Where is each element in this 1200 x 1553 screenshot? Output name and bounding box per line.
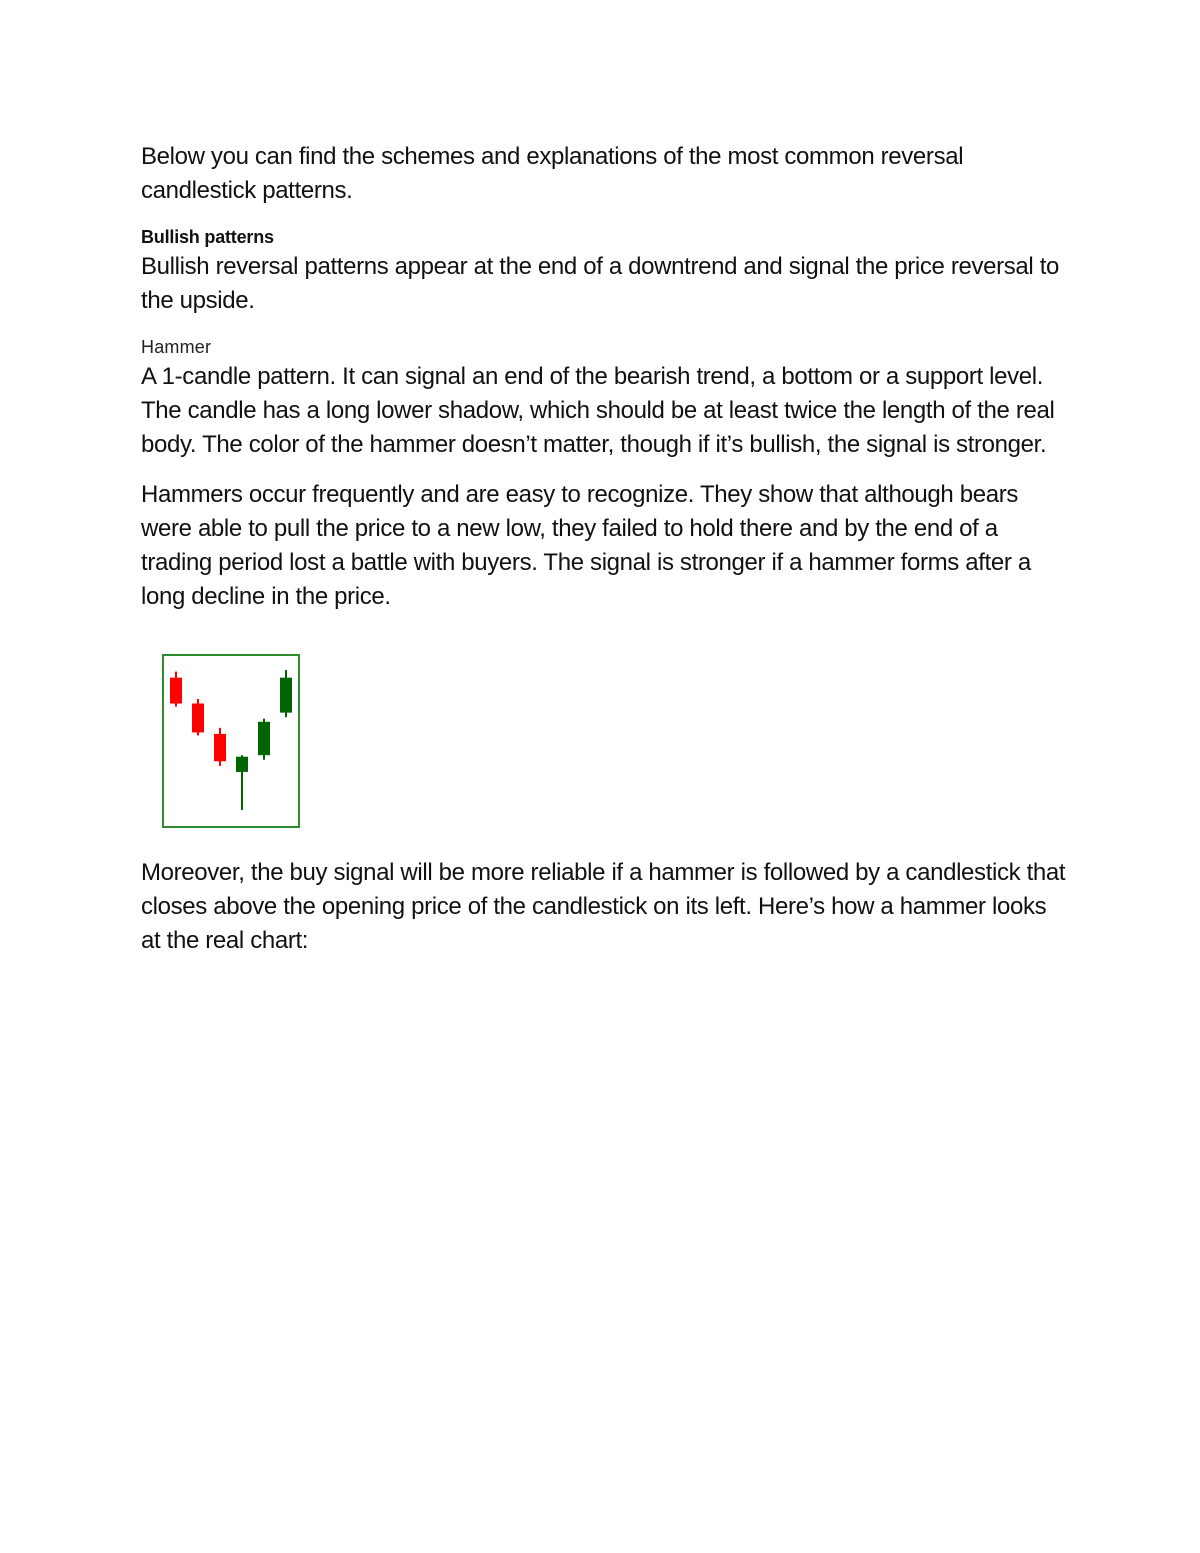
subheading-hammer: Hammer	[141, 337, 212, 357]
hammer-candlestick-scheme	[164, 656, 298, 826]
bullish-candle-4	[236, 755, 248, 810]
bullish-candle-5	[258, 719, 270, 760]
candle-body	[258, 722, 270, 755]
candle-body	[236, 757, 248, 772]
bearish-candle-2	[192, 699, 204, 735]
candle-body	[192, 704, 204, 733]
hammer-paragraph-1: A 1-candle pattern. It can signal an end of the bearish trend, a bottom or a support level. The candle has a long lower shadow, which should be at least twice the length of the real body. The color of the hammer doesn’t matter, though if it’s bullish, the signal is stronger.	[141, 363, 1055, 458]
section-heading-bullish: Bullish patterns	[141, 227, 274, 247]
bearish-candle-3	[214, 728, 226, 766]
bullish-description: Bullish reversal patterns appear at the end of a downtrend and signal the price reversal to the upside.	[141, 253, 1060, 314]
candle-body	[214, 734, 226, 761]
intro-paragraph: Below you can find the schemes and explanations of the most common reversal candlestick patterns.	[141, 143, 964, 204]
hammer-pattern-figure	[162, 654, 300, 828]
candle-body	[170, 678, 182, 704]
bullish-candle-6	[280, 670, 292, 717]
hammer-paragraph-3: Moreover, the buy signal will be more reliable if a hammer is followed by a candlestick that closes above the opening price of the candlestick on its left. Here’s how a hammer looks at the real chart:	[141, 859, 1066, 954]
bearish-candle-1	[170, 672, 182, 707]
candle-body	[280, 678, 292, 713]
document-body	[141, 140, 1071, 958]
hammer-paragraph-2: Hammers occur frequently and are easy to recognize. They show that although bears were able to pull the price to a new low, they failed to hold there and by the end of a trading period lost a battle with buyers. The signal is stronger if a hammer forms after a long decline in the price.	[141, 481, 1031, 610]
